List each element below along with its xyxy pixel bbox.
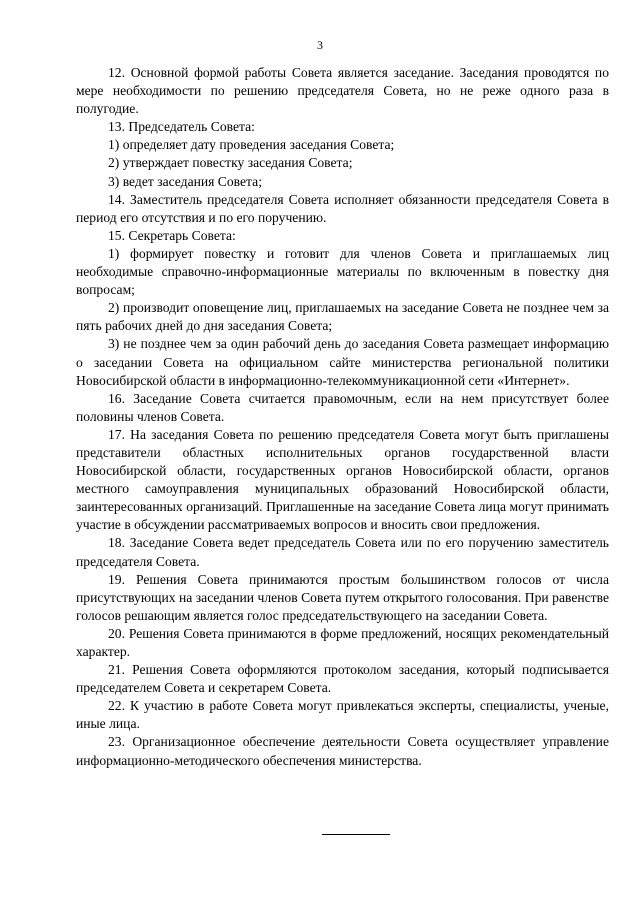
footer-divider	[322, 834, 390, 835]
paragraph-15-item-1: 1) формирует повестку и готовит для членов Совета и приглашаемых лиц необходимые справочно-информационные материалы по включенным в повестку дня вопросам;	[76, 245, 609, 298]
paragraph-16: 16. Заседание Совета считается правомочным, если на нем присутствует более половины членов Совета.	[76, 390, 609, 424]
paragraph-17: 17. На заседания Совета по решению председателя Совета могут быть приглашены представители областных исполнительных органов государственной власти Новосибирской области, государственных органов Новосибирской области, органов местного самоуправления муниципальных образований Новосибирской области, заинтересованных организаций. Приглашенные на заседание Совета лица могут принимать участие в обсуждении рассматриваемых вопросов и вносить свои предложения.	[76, 426, 609, 533]
paragraph-14: 14. Заместитель председателя Совета исполняет обязанности председателя Совета в период его отсутствия и по его поручению.	[76, 191, 609, 225]
page-number: 3	[317, 38, 323, 52]
paragraph-15: 15. Секретарь Совета:	[108, 227, 236, 243]
paragraph-15-item-3: 3) не позднее чем за один рабочий день до заседания Совета размещает информацию о заседании Совета на официальном сайте министерства региональной политики Новосибирской области в информационно-телекоммуникационной сети «Интернет».	[76, 336, 609, 388]
paragraph-22: 22. К участию в работе Совета могут привлекаться эксперты, специалисты, ученые, иные лица.	[76, 698, 609, 732]
paragraph-13-item-2: 2) утверждает повестку заседания Совета;	[108, 155, 353, 171]
paragraph-18: 18. Заседание Совета ведет председатель Совета или по его поручению заместитель председателя Совета.	[76, 535, 609, 569]
paragraph-19: 19. Решения Совета принимаются простым большинством голосов от числа присутствующих на заседании членов Совета путем открытого голосования. При равенстве голосов решающим является голос председательствующего на заседании Совета.	[76, 571, 609, 623]
paragraph-13-item-1: 1) определяет дату проведения заседания Совета;	[108, 137, 395, 153]
paragraph-13-item-3: 3) ведет заседания Совета;	[108, 173, 262, 189]
paragraph-23: 23. Организационное обеспечение деятельности Совета осуществляет управление информационно-методического обеспечения министерства.	[76, 734, 609, 768]
paragraph-21: 21. Решения Совета оформляются протоколом заседания, который подписывается председателем Совета и секретарем Совета.	[76, 662, 609, 696]
paragraph-13: 13. Председатель Совета:	[108, 119, 255, 135]
paragraph-20: 20. Решения Совета принимаются в форме предложений, носящих рекомендательный характер.	[76, 625, 609, 659]
paragraph-15-item-2: 2) производит оповещение лиц, приглашаемых на заседание Совета не позднее чем за пять рабочих дней до дня заседания Совета;	[76, 300, 609, 334]
paragraph-12: 12. Основной формой работы Совета является заседание. Заседания проводятся по мере необходимости по решению председателя Совета, но не реже одного раза в полугодие.	[76, 65, 609, 117]
document-body	[76, 64, 609, 770]
